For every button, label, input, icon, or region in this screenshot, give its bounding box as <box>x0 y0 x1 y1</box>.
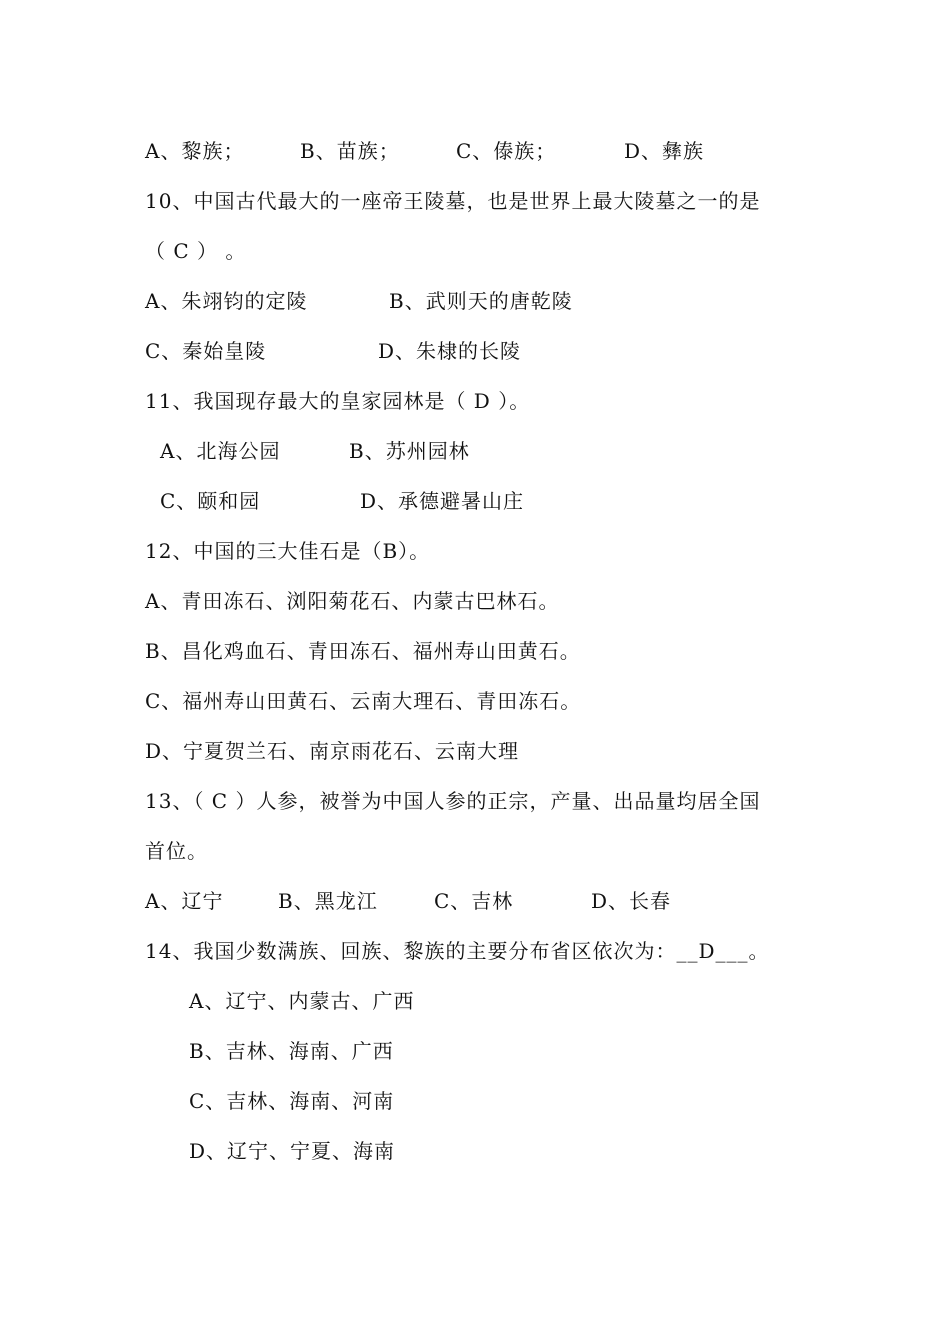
option-d: D、朱棣的长陵 <box>378 339 522 363</box>
option-d: D、承德避暑山庄 <box>360 489 525 513</box>
option-c: C、福州寿山田黄石、云南大理石、青田冻石。 <box>145 689 582 713</box>
option-b: B、吉林、海南、广西 <box>189 1039 394 1063</box>
option-b: B、苏州园林 <box>349 439 470 463</box>
option-c: C、颐和园 <box>160 489 261 513</box>
question-stem-cont: 首位。 <box>145 839 208 863</box>
option-d: D、辽宁、宁夏、海南 <box>189 1139 396 1163</box>
option-c: C、吉林 <box>434 889 514 913</box>
option-d: D、宁夏贺兰石、南京雨花石、云南大理 <box>145 739 520 763</box>
option-a: A、辽宁、内蒙古、广西 <box>189 989 415 1013</box>
option-c: C、吉林、海南、河南 <box>189 1089 395 1113</box>
option-b: B、武则天的唐乾陵 <box>389 289 573 313</box>
stem-suffix: 。 <box>748 939 770 963</box>
option-a: A、北海公园 <box>160 439 281 463</box>
option-a: A、青田冻石、浏阳菊花石、内蒙古巴林石。 <box>145 589 560 613</box>
answer-blank: __D___ <box>676 939 749 963</box>
option-a: A、朱翊钧的定陵 <box>145 289 308 313</box>
option-a: A、黎族； <box>145 139 245 163</box>
option-b: B、黑龙江 <box>278 889 378 913</box>
option-b: B、苗族； <box>300 139 400 163</box>
option-a: A、辽宁 <box>145 889 224 913</box>
question-stem: 11、我国现存最大的皇家园林是（ D ）。 <box>145 389 531 413</box>
option-c: C、傣族； <box>456 139 557 163</box>
option-b: B、昌化鸡血石、青田冻石、福州寿山田黄石。 <box>145 639 581 663</box>
question-stem: 12、中国的三大佳石是（B）。 <box>145 539 431 563</box>
option-c: C、秦始皇陵 <box>145 339 267 363</box>
stem-prefix: 14、我国少数满族、回族、黎族的主要分布省区依次为： <box>145 939 677 963</box>
question-stem: 13、（ C ）人参，被誉为中国人参的正宗，产量、出品量均居全国 <box>145 789 761 813</box>
question-stem: 10、中国古代最大的一座帝王陵墓，也是世界上最大陵墓之一的是 <box>145 189 761 213</box>
option-d: D、长春 <box>591 889 672 913</box>
question-stem-cont: （ C ） 。 <box>145 239 247 263</box>
question-stem <box>145 936 770 966</box>
option-d: D、彝族 <box>624 139 705 163</box>
